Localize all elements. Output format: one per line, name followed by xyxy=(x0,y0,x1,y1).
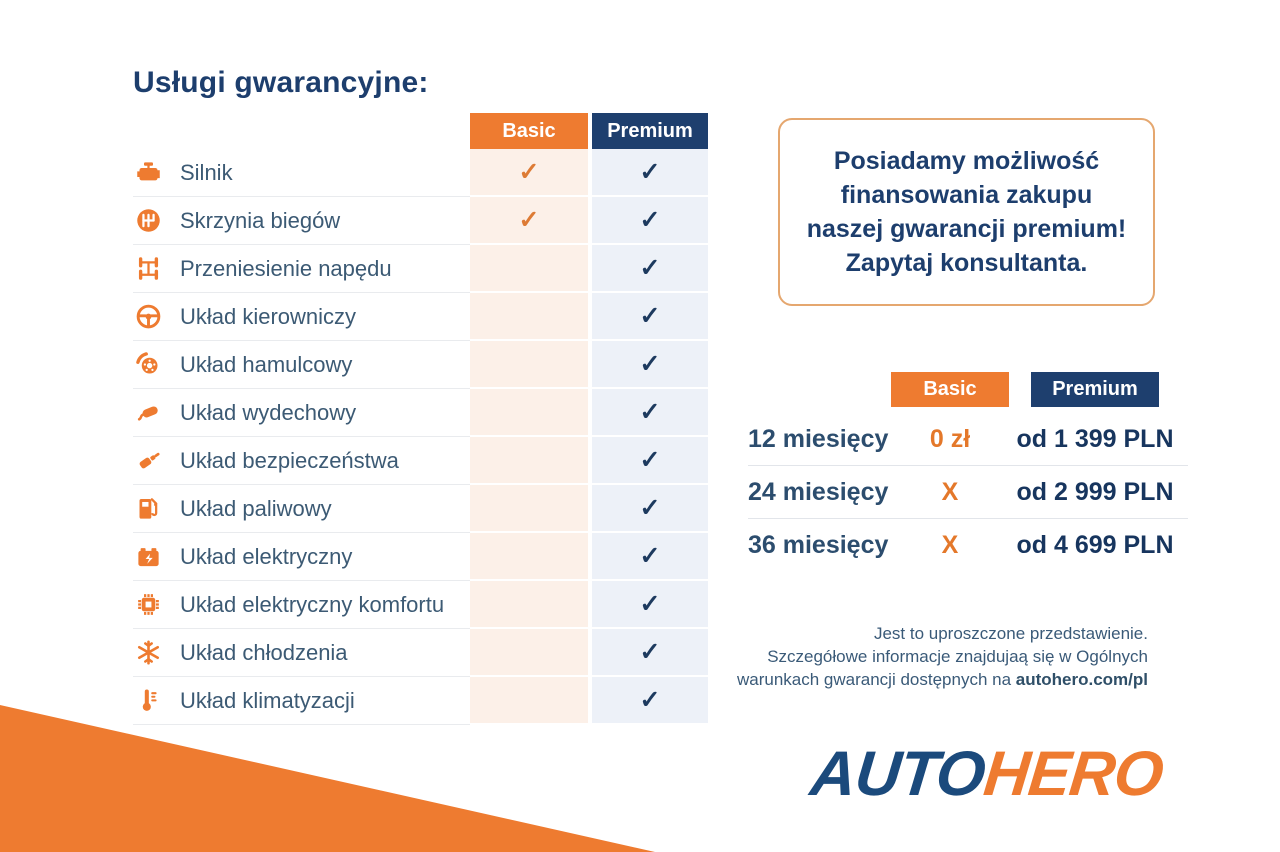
basic-cell xyxy=(470,197,588,245)
basic-cell xyxy=(470,437,588,485)
disclaimer-line: Szczegółowe informacje znajdujaą się w Ogólnych xyxy=(767,647,1148,666)
service-label: Układ hamulcowy xyxy=(180,351,353,377)
pricing-premium-value: od 4 699 PLN xyxy=(1016,530,1174,559)
premium-check-icon: ✓ xyxy=(639,253,661,282)
pricing-header-spacer xyxy=(748,372,890,407)
service-label: Układ elektryczny komfortu xyxy=(180,591,445,617)
info-line: finansowania zakupu xyxy=(840,181,1093,209)
service-row xyxy=(133,581,708,629)
orange-corner-triangle xyxy=(0,705,655,852)
services-table-header xyxy=(133,113,708,149)
pricing-premium-value: od 1 399 PLN xyxy=(1016,424,1174,453)
service-row xyxy=(133,341,708,389)
pricing-basic-badge: Basic xyxy=(891,372,1009,407)
premium-check-icon: ✓ xyxy=(639,637,661,666)
premium-cell xyxy=(592,677,708,725)
basic-cell xyxy=(470,677,588,725)
info-line: Zapytaj konsultanta. xyxy=(845,249,1088,277)
basic-cell xyxy=(470,389,588,437)
pricing-rows xyxy=(748,413,1188,571)
basic-cell xyxy=(470,149,588,197)
fuel-pump-icon xyxy=(133,495,163,523)
financing-info-box xyxy=(778,118,1155,306)
pricing-table-header xyxy=(748,372,1188,407)
page-title: Usługi gwarancyjne: xyxy=(133,66,429,99)
logo-part-auto: AUTO xyxy=(806,739,988,809)
service-row xyxy=(133,197,708,245)
thermometer-icon xyxy=(133,687,163,715)
snowflake-icon xyxy=(133,639,163,667)
disclaimer-line: Jest to uproszczone przedstawienie. xyxy=(873,624,1148,643)
service-row xyxy=(133,485,708,533)
premium-cell xyxy=(592,149,708,197)
service-row xyxy=(133,437,708,485)
basic-cell xyxy=(470,245,588,293)
premium-check-icon: ✓ xyxy=(639,157,661,186)
premium-check-icon: ✓ xyxy=(639,301,661,330)
service-label: Silnik xyxy=(180,159,233,185)
services-rows xyxy=(133,149,708,725)
basic-cell xyxy=(470,533,588,581)
service-row xyxy=(133,533,708,581)
service-row xyxy=(133,629,708,677)
pricing-row xyxy=(748,466,1188,519)
service-label: Układ elektryczny xyxy=(180,543,353,569)
premium-cell xyxy=(592,293,708,341)
premium-check-icon: ✓ xyxy=(639,205,661,234)
steering-wheel-icon xyxy=(133,303,163,331)
info-line: Posiadamy możliwość xyxy=(833,147,1100,175)
pricing-premium-badge: Premium xyxy=(1031,372,1159,407)
info-line: naszej gwarancji premium! xyxy=(806,215,1127,243)
service-row xyxy=(133,293,708,341)
service-label: Układ wydechowy xyxy=(180,399,357,425)
disclaimer-text xyxy=(700,622,1148,691)
premium-check-icon: ✓ xyxy=(639,493,661,522)
pricing-basic-value: 0 zł xyxy=(929,424,971,453)
basic-check-icon: ✓ xyxy=(518,157,540,186)
drivetrain-icon xyxy=(133,255,163,283)
service-label: Układ bezpieczeństwa xyxy=(180,447,399,473)
pricing-row xyxy=(748,413,1188,466)
premium-cell xyxy=(592,341,708,389)
premium-cell xyxy=(592,533,708,581)
service-label: Skrzynia biegów xyxy=(180,207,341,233)
gearbox-icon xyxy=(133,207,163,235)
service-label: Układ chłodzenia xyxy=(180,639,348,665)
pricing-term: 12 miesięcy xyxy=(748,424,889,453)
chip-icon xyxy=(133,591,163,619)
autohero-logo xyxy=(807,738,1166,810)
pricing-term: 36 miesięcy xyxy=(748,530,889,559)
premium-check-icon: ✓ xyxy=(639,349,661,378)
premium-cell xyxy=(592,485,708,533)
pricing-row xyxy=(748,519,1188,571)
engine-icon xyxy=(133,159,163,187)
premium-cell xyxy=(592,245,708,293)
basic-cell xyxy=(470,293,588,341)
header-spacer xyxy=(133,113,470,149)
pricing-basic-value: X xyxy=(941,530,959,559)
battery-icon xyxy=(133,543,163,571)
website-url: autohero.com/pl xyxy=(1015,670,1148,689)
service-row xyxy=(133,677,708,725)
pricing-term: 24 miesięcy xyxy=(748,477,889,506)
premium-cell xyxy=(592,389,708,437)
seatbelt-icon xyxy=(133,447,163,475)
premium-cell xyxy=(592,437,708,485)
premium-cell xyxy=(592,197,708,245)
premium-check-icon: ✓ xyxy=(639,397,661,426)
premium-cell xyxy=(592,581,708,629)
service-row xyxy=(133,245,708,293)
basic-cell xyxy=(470,629,588,677)
exhaust-icon xyxy=(133,399,163,427)
basic-cell xyxy=(470,341,588,389)
basic-check-icon: ✓ xyxy=(518,205,540,234)
premium-check-icon: ✓ xyxy=(639,445,661,474)
premium-cell xyxy=(592,629,708,677)
basic-column-header: Basic xyxy=(470,113,588,149)
service-row xyxy=(133,389,708,437)
service-label: Układ kierowniczy xyxy=(180,303,357,329)
premium-check-icon: ✓ xyxy=(639,541,661,570)
service-label: Przeniesienie napędu xyxy=(180,255,392,281)
service-row xyxy=(133,149,708,197)
service-label: Układ klimatyzacji xyxy=(180,687,355,713)
basic-cell xyxy=(470,485,588,533)
pricing-table xyxy=(748,372,1188,571)
basic-cell xyxy=(470,581,588,629)
logo-part-hero: HERO xyxy=(980,739,1166,809)
premium-column-header: Premium xyxy=(592,113,708,149)
brake-disc-icon xyxy=(133,351,163,379)
pricing-premium-value: od 2 999 PLN xyxy=(1016,477,1174,506)
premium-check-icon: ✓ xyxy=(639,685,661,714)
service-label: Układ paliwowy xyxy=(180,495,332,521)
premium-check-icon: ✓ xyxy=(639,589,661,618)
pricing-basic-value: X xyxy=(941,477,959,506)
services-comparison-table xyxy=(133,113,708,725)
disclaimer-line: warunkach gwarancji dostępnych na autohero.com/pl xyxy=(736,670,1148,689)
